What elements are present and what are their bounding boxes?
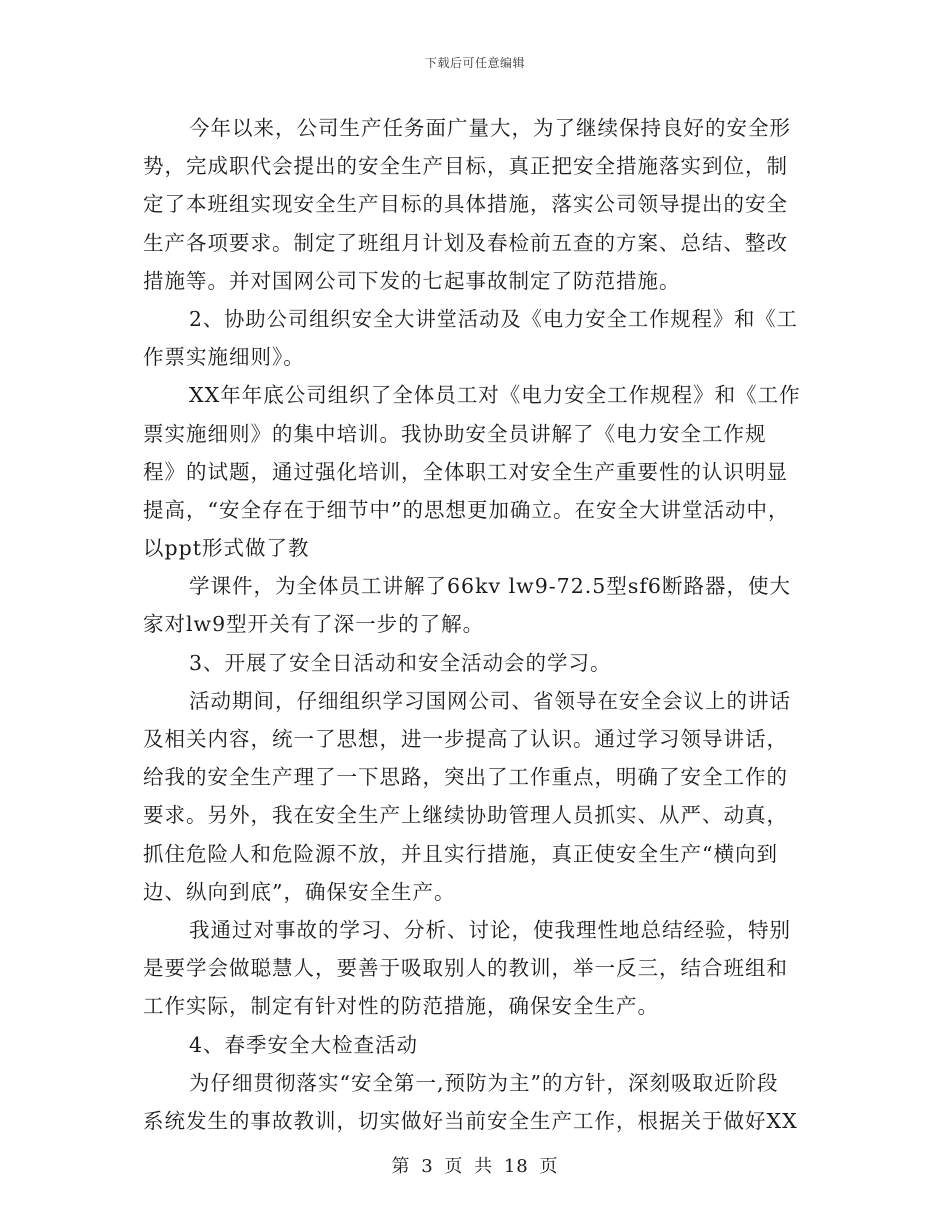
text-line: 为仔细贯彻落实“安全第一,预防为主”的方针，深刻吸取近阶段 bbox=[189, 1070, 779, 1095]
text-line: 票实施细则》的集中培训。我协助安全员讲解了《电力安全工作规 bbox=[143, 421, 767, 446]
page-header: 下载后可任意编辑 bbox=[424, 56, 525, 70]
text-line: 抓住危险人和危险源不放，并且实行措施，真正使安全生产“横向到 bbox=[143, 841, 778, 866]
text-line: 及相关内容，统一了思想，进一步提高了认识。通过学习领导讲话， bbox=[143, 727, 788, 751]
text-line: 家对lw9型开关有了深一步的了解。 bbox=[143, 612, 485, 637]
section-heading: 2、协助公司组织安全大讲堂活动及《电力安全工作规程》和《工 bbox=[189, 306, 798, 331]
text-line: 工作实际，制定有针对性的防范措施，确保安全生产。 bbox=[143, 994, 659, 1019]
text-line: 要求。另外，我在安全生产上继续协助管理人员抓实、从严、动真， bbox=[143, 803, 788, 828]
text-line: 是要学会做聪慧人，要善于吸取别人的教训，举一反三，结合班组和 bbox=[143, 956, 788, 981]
text-line: 今年以来，公司生产任务面广量大，为了继续保持良好的安全形 bbox=[189, 116, 791, 140]
text-line: 给我的安全生产理了一下思路，突出了工作重点，明确了安全工作的 bbox=[143, 765, 788, 790]
text-line: 生产各项要求。制定了班组月计划及春检前五查的方案、总结、整改 bbox=[143, 230, 788, 255]
text-line: 措施等。并对国网公司下发的七起事故制定了防范措施。 bbox=[143, 268, 681, 293]
text-line: 活动期间，仔细组织学习国网公司、省领导在安全会议上的讲话 bbox=[189, 688, 791, 713]
page-footer: 第 3 页 共 18 页 bbox=[391, 1156, 559, 1177]
text-line: 定了本班组实现安全生产目标的具体措施，落实公司领导提出的安全 bbox=[143, 192, 788, 217]
text-line: 提高，“安全存在于细节中”的思想更加确立。在安全大讲堂活动中， bbox=[143, 497, 790, 522]
text-line: 边、纵向到底”，确保安全生产。 bbox=[143, 879, 456, 904]
text-line: 系统发生的事故教训，切实做好当前安全生产工作，根据关于做好XX bbox=[143, 1108, 798, 1133]
text-line: 势，完成职代会提出的安全生产目标，真正把安全措施落实到位，制 bbox=[143, 154, 788, 179]
document-body bbox=[143, 109, 801, 1140]
text-line: 程》的试题，通过强化培训，全体职工对安全生产重要性的认识明显 bbox=[143, 459, 788, 484]
text-line: 作票实施细则》。 bbox=[143, 345, 305, 370]
section-heading: 4、春季安全大检查活动 bbox=[189, 1032, 419, 1057]
text-line: 我通过对事故的学习、分析、讨论，使我理性地总结经验，特别 bbox=[189, 917, 791, 942]
section-heading: 3、开展了安全日活动和安全活动会的学习。 bbox=[189, 650, 612, 675]
text-line: 以ppt形式做了教 bbox=[143, 536, 310, 561]
text-line: XX年年底公司组织了全体员工对《电力安全工作规程》和《工作 bbox=[189, 383, 801, 408]
text-line: 学课件，为全体员工讲解了66kv lw9-72.5型sf6断路器，使大 bbox=[189, 574, 791, 599]
